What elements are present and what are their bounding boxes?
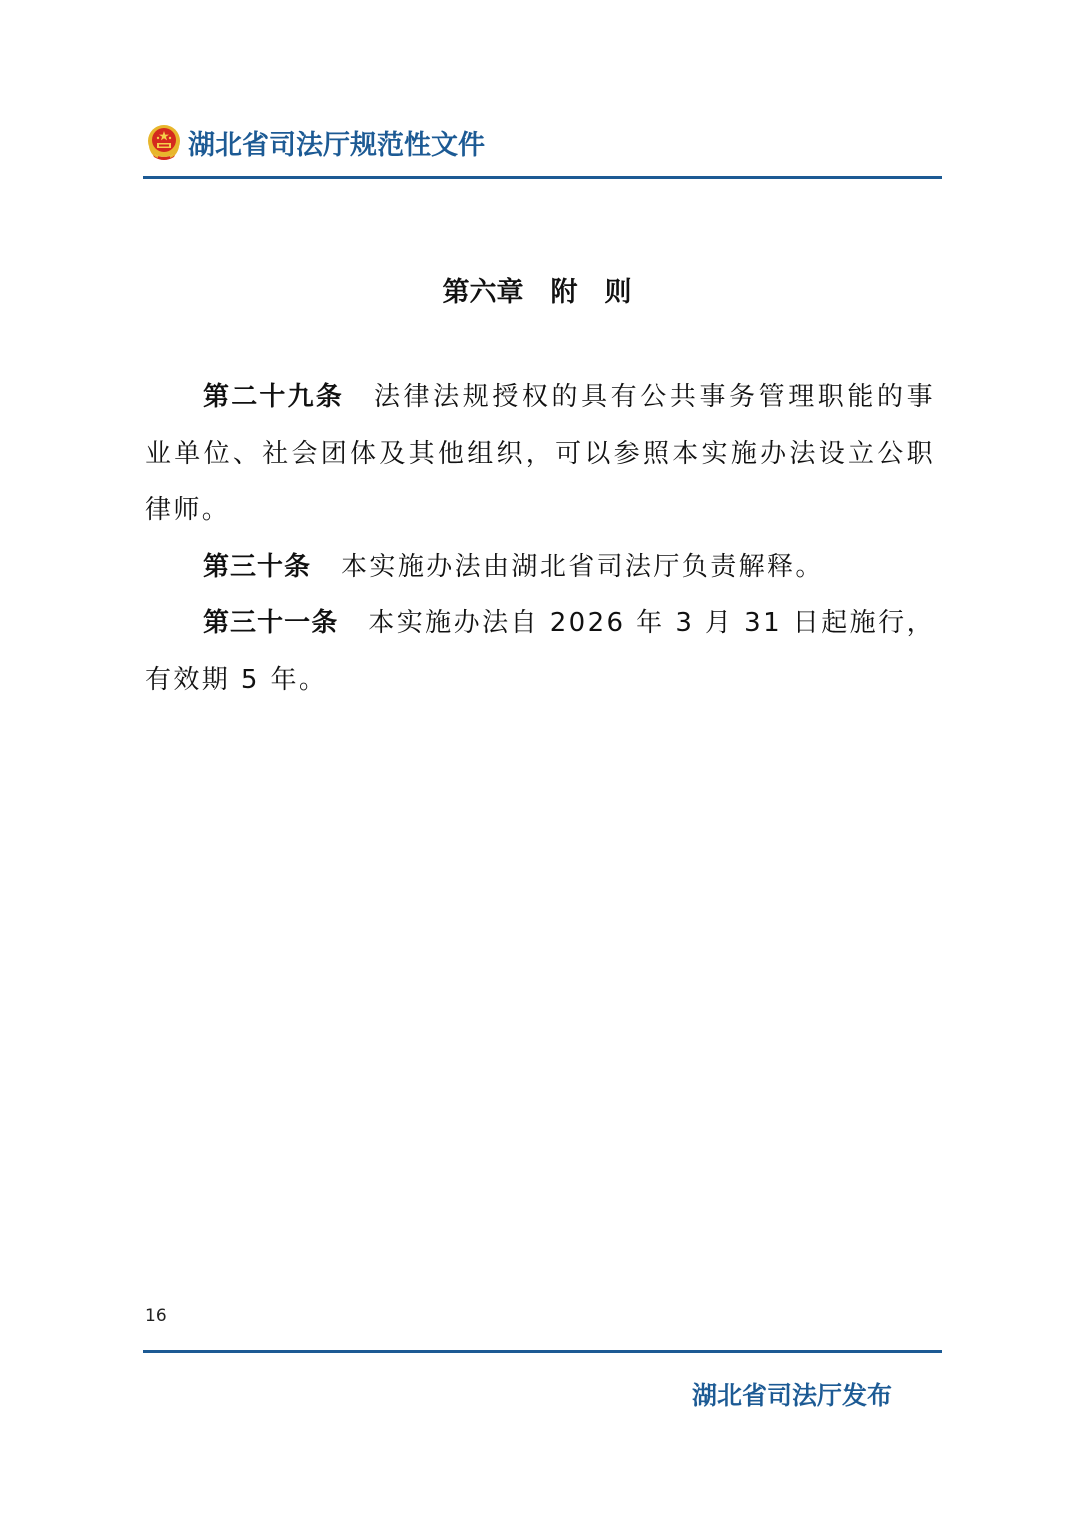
article-text: 本实施办法自 2026 年 3 月 31 日起施行，有效期 5 年。 (145, 608, 935, 695)
article-number: 第二十九条 (203, 382, 344, 412)
article-paragraph (145, 369, 935, 539)
article-paragraph (145, 539, 935, 596)
chapter-title: 第六章 附 则 (442, 277, 632, 308)
page-number: 16 (145, 1306, 167, 1326)
article-paragraph (145, 595, 935, 708)
article-number: 第三十条 (203, 551, 312, 582)
document-header (146, 120, 485, 164)
header-divider (143, 176, 942, 179)
article-text: 本实施办法由湖北省司法厅负责解释。 (341, 551, 824, 582)
footer-publisher: 湖北省司法厅发布 (691, 1381, 892, 1410)
header-title: 湖北省司法厅规范性文件 (188, 129, 485, 161)
footer-divider (143, 1350, 942, 1353)
article-number: 第三十一条 (203, 608, 339, 638)
article-text: 法律法规授权的具有公共事务管理职能的事业单位、社会团体及其他组织，可以参照本实施办法设立公职律师。 (145, 382, 935, 525)
document-body (145, 369, 935, 708)
national-emblem-icon (146, 123, 182, 161)
